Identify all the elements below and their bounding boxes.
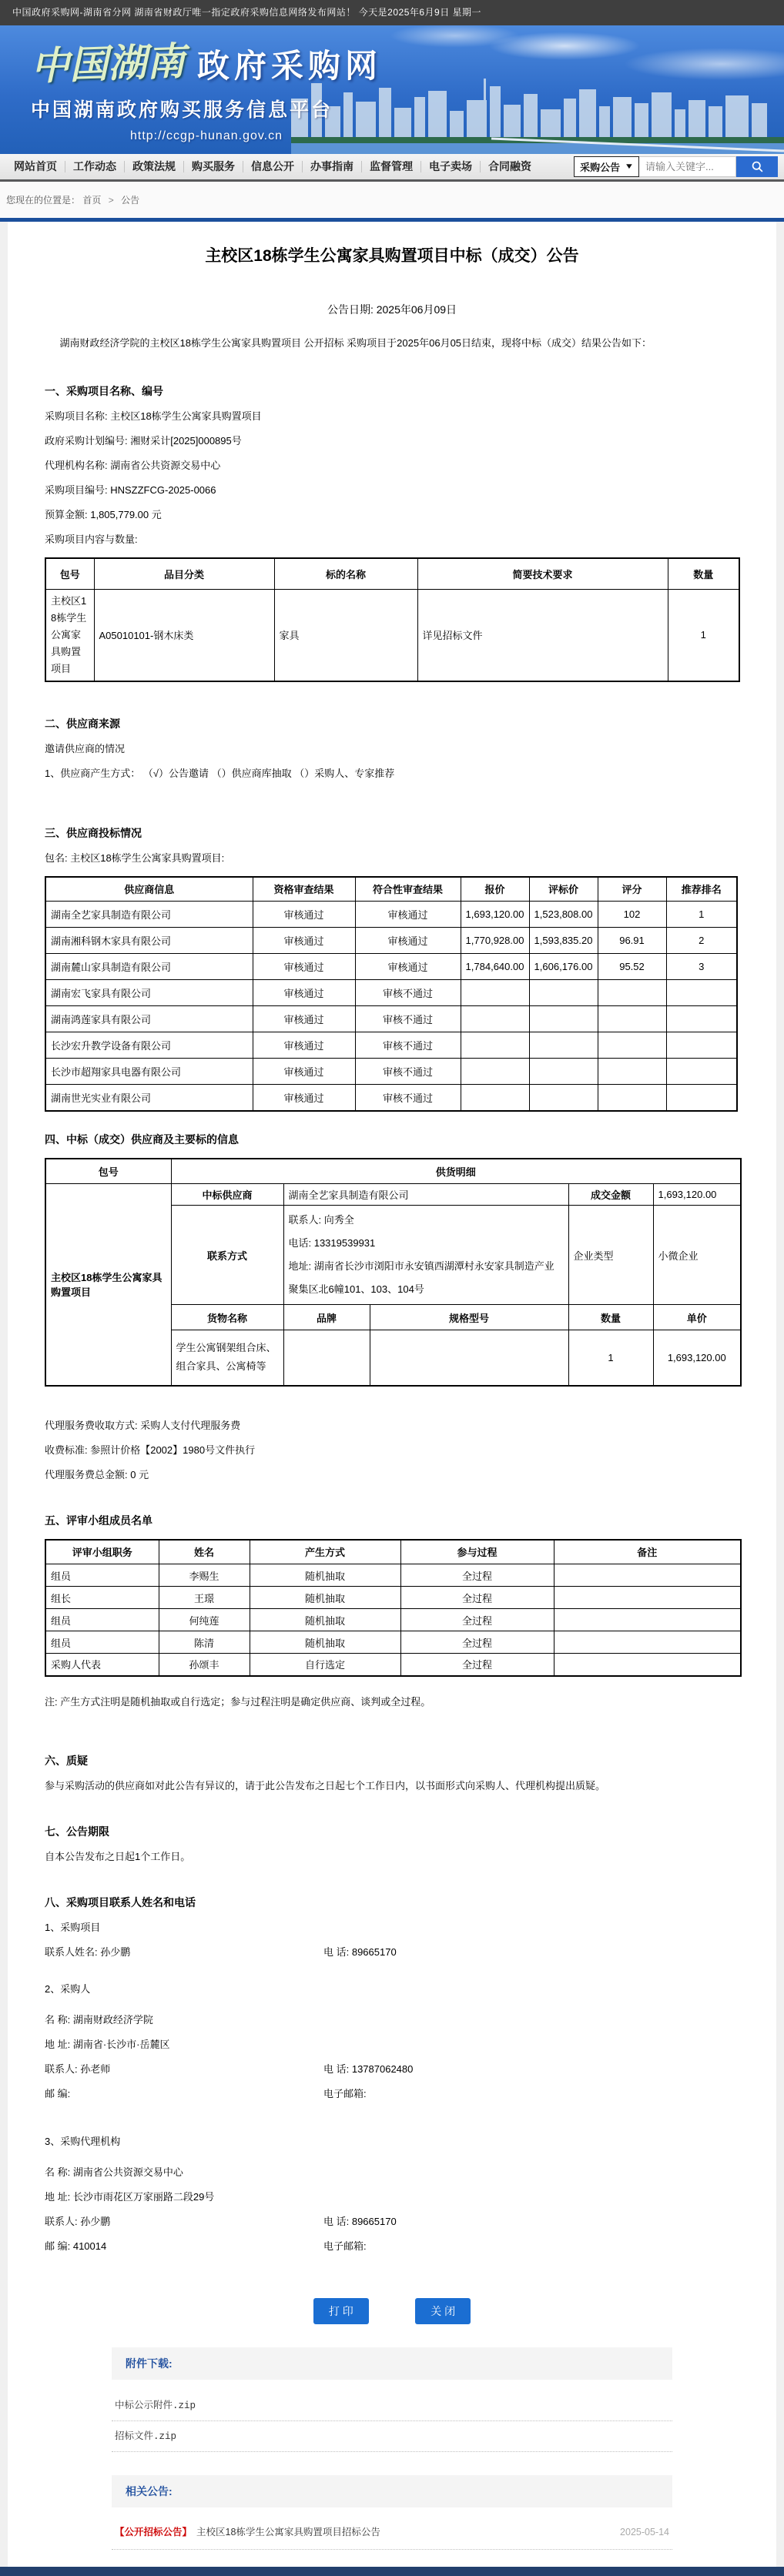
- supplier-method-line: 1、供应商产生方式： （√）公告邀请 （）供应商库抽取 （）采购人、专家推荐: [45, 767, 395, 779]
- plan-number-line: 政府采购计划编号: 湘财采计[2025]000895号: [45, 435, 242, 447]
- table-header-row: 供应商信息 资格审查结果 符合性审查结果 报价 评标价 评分 推荐排名: [45, 877, 737, 902]
- print-button[interactable]: 打 印: [313, 2298, 369, 2324]
- section-project-info: [45, 383, 739, 682]
- search-icon: [751, 160, 764, 173]
- buyer-postcode: 邮 编:: [45, 2087, 71, 2099]
- related-tag: 【公开招标公告】: [115, 2526, 193, 2538]
- breadcrumb-current[interactable]: 公告: [121, 195, 140, 206]
- award-contact-info: 联系人: 向秀全 电话: 13319539931 地址: 湖南省长沙市浏阳市永安镇西湖潭村永安家具制造产业聚集区北6幢101、103、104号: [283, 1206, 568, 1305]
- related-box: [112, 2475, 672, 2550]
- site-logo-calligraphy: 中国湖南: [30, 39, 186, 89]
- period-body: 自本公告发布之日起1个工作日。: [45, 1850, 191, 1862]
- section8-heading: 八、采购项目联系人姓名和电话: [45, 1895, 196, 1909]
- table-row: 采购人代表 孙颂丰 自行选定 全过程: [45, 1654, 741, 1676]
- related-heading: 相关公告:: [112, 2475, 672, 2507]
- agency-fee-method-line: 代理服务费收取方式: 采购人支付代理服务费: [45, 1419, 241, 1431]
- breadcrumb: [0, 182, 784, 218]
- table-row: 湖南全艺家具制造有限公司 审核通过 审核通过 1,693,120.00 1,523,808.00 102 1: [45, 902, 737, 928]
- attachments-heading: 附件下载:: [112, 2347, 672, 2380]
- section-period: [45, 1824, 739, 1864]
- breadcrumb-separator: >: [108, 195, 114, 206]
- table-row: 组员 李赐生 随机抽取 全过程: [45, 1564, 741, 1587]
- agency-postcode-row: [45, 2240, 739, 2253]
- table-row: 主校区18栋学生公寓家具购置项目 中标供应商 湖南全艺家具制造有限公司 成交金额 1,693,120.00: [45, 1184, 741, 1206]
- section-supplier-source: [45, 716, 739, 781]
- table-header-row: 包号 供货明细: [45, 1159, 741, 1184]
- attachment-link[interactable]: 招标文件.zip: [112, 2421, 672, 2452]
- attachment-link[interactable]: 中标公示附件.zip: [112, 2390, 672, 2421]
- breadcrumb-home-link[interactable]: 首页: [82, 195, 102, 206]
- buyer-contact-row: [45, 2062, 739, 2076]
- table-row: 组长 王璟 随机抽取 全过程: [45, 1587, 741, 1609]
- search-input[interactable]: [639, 156, 736, 177]
- chevron-down-icon: ▼: [624, 162, 635, 171]
- project-contact-name: 联系人姓名: 孙少鹏: [45, 1945, 131, 1958]
- award-supplier-name: 湖南全艺家具制造有限公司: [283, 1184, 568, 1206]
- related-announcement-link[interactable]: [112, 2507, 672, 2550]
- site-banner: [0, 25, 784, 154]
- search-button[interactable]: [736, 156, 778, 177]
- section4-heading: 四、中标（成交）供应商及主要标的信息: [45, 1132, 239, 1146]
- award-table: [45, 1158, 742, 1387]
- attachments-box: [112, 2347, 672, 2452]
- review-note: 注: 产生方式注明是随机抽取或自行选定；参与过程注明是确定供应商、谈判或全过程。: [45, 1695, 431, 1708]
- section-review-team: [45, 1513, 739, 1708]
- section2-heading: 二、供应商来源: [45, 717, 120, 730]
- table-row: 组员 何纯莲 随机抽取 全过程: [45, 1609, 741, 1631]
- section3-heading: 三、供应商投标情况: [45, 826, 142, 839]
- section5-heading: 五、评审小组成员名单: [45, 1514, 152, 1527]
- page-title: 主校区18栋学生公寓家具购置项目中标（成交）公告: [205, 247, 579, 265]
- agency-fee-total-line: 代理服务费总金额: 0 元: [45, 1468, 149, 1480]
- table-header-row: 包号 品目分类 标的名称 简要技术要求 数量: [45, 558, 739, 589]
- objection-body: 参与采购活动的供应商如对此公告有异议的，请于此公告发布之日起七个工作日内，以书面形式向采购人、代理机构提出质疑。: [45, 1779, 606, 1791]
- review-team-table: [45, 1539, 742, 1677]
- project-content-table: [45, 557, 740, 682]
- action-buttons: [45, 2298, 739, 2324]
- award-package-name: 主校区18栋学生公寓家具购置项目: [45, 1184, 171, 1386]
- project-number-line: 采购项目编号: HNSZZFCG-2025-0066: [45, 484, 216, 496]
- buyer-contact-phone: 电 话: 13787062480: [323, 2062, 414, 2075]
- buyer-contact-name: 联系人: 孙老师: [45, 2062, 111, 2075]
- sub1-title: 1、采购项目: [45, 1921, 101, 1933]
- section-award-info: [45, 1132, 739, 1482]
- related-title: 主校区18栋学生公寓家具购置项目招标公告: [196, 2526, 380, 2538]
- agency-address-line: 地 址: 长沙市雨花区万家丽路二段29号: [45, 2190, 215, 2203]
- agency-name2-line: 名 称: 湖南省公共资源交易中心: [45, 2166, 183, 2178]
- agency-contact-phone: 电 话: 89665170: [323, 2215, 397, 2227]
- nav-item-supervision[interactable]: 监督管理: [362, 161, 421, 172]
- main-nav: [0, 154, 784, 182]
- table-row: 联系方式 联系人: 向秀全 电话: 13319539931 地址: 湖南省长沙市浏阳市永安镇西湖潭村永安家具制造产业聚集区北6幢101、103、104号 企业类型 小微企业: [45, 1206, 741, 1305]
- buyer-postcode-row: [45, 2087, 739, 2101]
- search-category-select[interactable]: [574, 156, 639, 177]
- buyer-email: 电子邮箱:: [323, 2087, 367, 2099]
- nav-item-e-market[interactable]: 电子卖场: [421, 161, 481, 172]
- content-quantity-line: 采购项目内容与数量:: [45, 534, 138, 545]
- table-header-row: 评审小组职务 姓名 产生方式 参与过程 备注: [45, 1540, 741, 1564]
- nav-item-policy[interactable]: 政策法规: [125, 161, 184, 172]
- invited-suppliers-line: 邀请供应商的情况: [45, 742, 126, 754]
- agency-email: 电子邮箱:: [323, 2240, 367, 2252]
- nav-item-info-disclosure[interactable]: 信息公开: [243, 161, 303, 172]
- nav-item-guide[interactable]: 办事指南: [303, 161, 362, 172]
- search-bar: [574, 156, 778, 177]
- table-row: 组员 陈清 随机抽取 全过程: [45, 1631, 741, 1654]
- site-url: http://ccgp-hunan.gov.cn: [129, 129, 283, 142]
- section-bids: [45, 825, 739, 1112]
- announcement-content: [8, 222, 776, 2567]
- sub2-title: 2、采购人: [45, 1982, 91, 1995]
- nav-item-work-news[interactable]: 工作动态: [65, 161, 125, 172]
- project-contact-phone: 电 话: 89665170: [323, 1945, 397, 1958]
- table-row: 长沙宏升教学设备有限公司 审核通过 审核不通过: [45, 1032, 737, 1059]
- announcement-intro: 湖南财政经济学院的主校区18栋学生公寓家具购置项目 公开招标 采购项目于2025年06月05日结束，现将中标（成交）结果公告如下：: [59, 337, 652, 349]
- project-name-line: 采购项目名称: 主校区18栋学生公寓家具购置项目: [45, 410, 262, 422]
- section7-heading: 七、公告期限: [45, 1825, 109, 1838]
- agency-contact-name: 联系人: 孙少鹏: [45, 2215, 111, 2227]
- sub3-title: 3、采购代理机构: [45, 2135, 121, 2147]
- budget-line: 预算金额: 1,805,779.00 元: [45, 509, 162, 520]
- nav-item-home[interactable]: 网站首页: [6, 161, 65, 172]
- bids-table: [45, 876, 738, 1112]
- platform-subtitle: 中国湖南政府购买服务信息平台: [31, 99, 333, 121]
- package-name-line: 包名: 主校区18栋学生公寓家具购置项目:: [45, 851, 225, 864]
- site-logo-title: 政府采购网: [197, 48, 383, 84]
- table-row: 长沙市超翔家具电器有限公司 审核通过 审核不通过: [45, 1059, 737, 1085]
- section-contacts: [45, 1895, 739, 2253]
- award-goods-name: 学生公寓钢架组合床、组合家具、公寓椅等: [171, 1330, 283, 1386]
- topbar-notice: 中国政府采购网-湖南省分网 湖南省财政厅唯一指定政府采购信息网络发布网站！ 今天是2025年6月9日 星期一: [0, 0, 784, 25]
- announcement-date: 公告日期: 2025年06月09日: [327, 303, 457, 316]
- award-amount: 1,693,120.00: [653, 1184, 741, 1206]
- section6-heading: 六、质疑: [45, 1754, 88, 1767]
- agency-postcode: 邮 编: 410014: [45, 2240, 107, 2252]
- nav-item-contract-finance[interactable]: 合同融资: [488, 160, 531, 172]
- table-row: 学生公寓钢架组合床、组合家具、公寓椅等 1 1,693,120.00: [45, 1330, 741, 1386]
- search-category-label: 采购公告: [580, 162, 621, 173]
- breadcrumb-prefix: 您现在的位置是：: [6, 195, 81, 206]
- table-row: 湖南湘科钢木家具有限公司 审核通过 审核通过 1,770,928.00 1,593,835.20 96.91 2: [45, 928, 737, 954]
- buyer-name-line: 名 称: 湖南财政经济学院: [45, 2013, 153, 2026]
- award-enterprise-type: 小微企业: [653, 1206, 741, 1305]
- buyer-address-line: 地 址: 湖南省·长沙市·岳麓区: [45, 2038, 170, 2050]
- section-objection: [45, 1753, 739, 1793]
- footer-bar: [0, 2567, 784, 2576]
- table-row: 湖南麓山家具制造有限公司 审核通过 审核通过 1,784,640.00 1,606,176.00 95.52 3: [45, 954, 737, 980]
- table-header-row: 货物名称 品牌 规格型号 数量 单价: [45, 1305, 741, 1330]
- table-row: 湖南世光实业有限公司 审核通过 审核不通过: [45, 1085, 737, 1111]
- close-button[interactable]: 关 闭: [415, 2298, 471, 2324]
- project-contact-row: [45, 1945, 739, 1959]
- nav-item-purchase-service[interactable]: 购买服务: [184, 161, 243, 172]
- fee-standard-line: 收费标准: 参照计价格【2002】1980号文件执行: [45, 1444, 256, 1456]
- table-row: 湖南鸿莲家具有限公司 审核通过 审核不通过: [45, 1006, 737, 1032]
- section1-heading: 一、采购项目名称、编号: [45, 385, 163, 397]
- agency-name-line: 代理机构名称: 湖南省公共资源交易中心: [45, 460, 221, 471]
- table-row: 主校区18栋学生公寓家具购置项目 A05010101-钢木床类 家具 详见招标文件 1: [45, 589, 739, 681]
- agency-contact-row: [45, 2215, 739, 2229]
- table-row: 湖南宏飞家具有限公司 审核通过 审核不通过: [45, 980, 737, 1006]
- related-date: 2025-05-14: [620, 2526, 669, 2538]
